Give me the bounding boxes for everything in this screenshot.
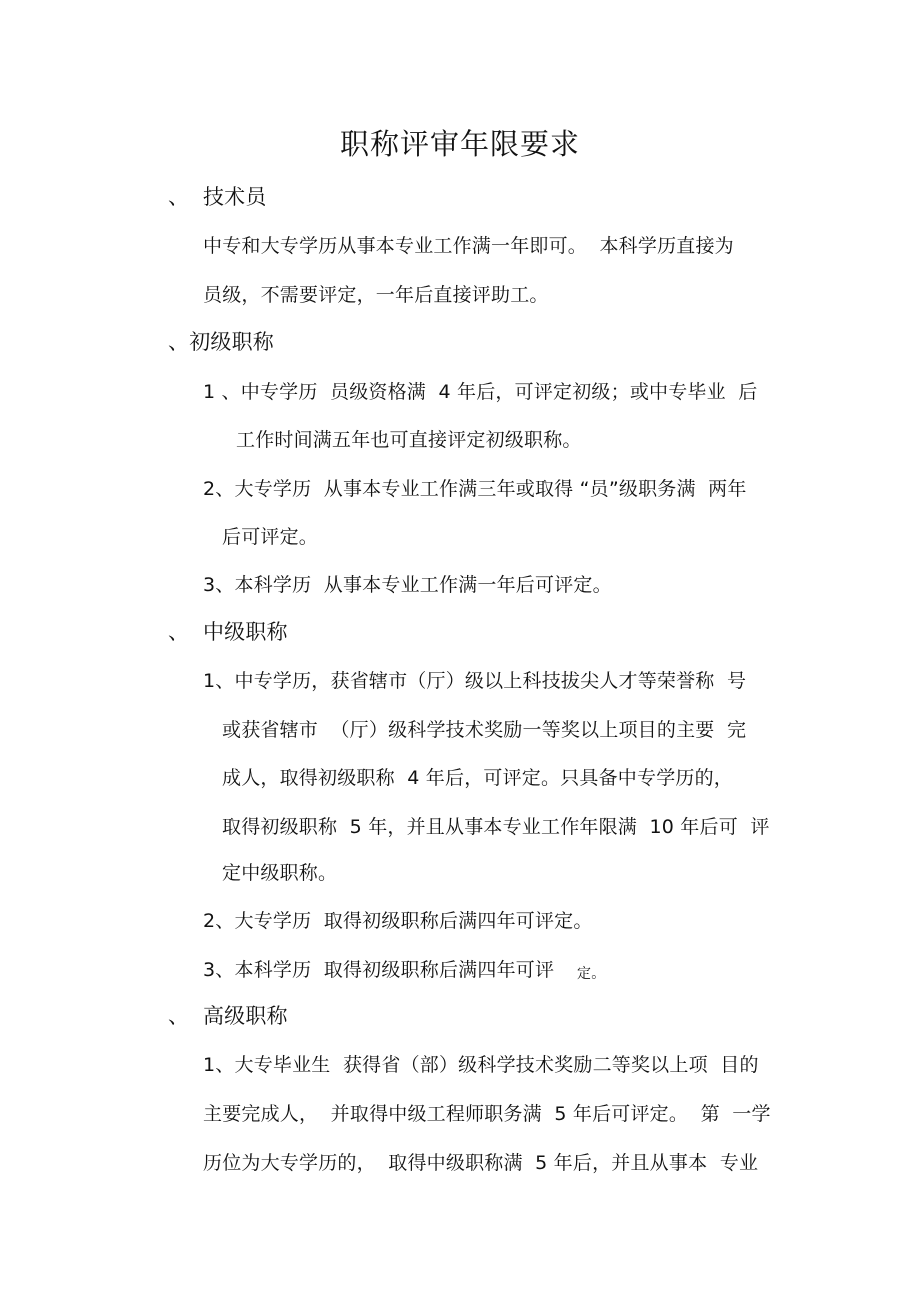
page-title: 职称评审年限要求 <box>339 127 580 161</box>
paragraph-line: 中专和大专学历从事本专业工作满一年即可。 本科学历直接为 <box>203 235 734 257</box>
paragraph-line: 2、大专学历 取得初级职称后满四年可评定。 <box>203 910 593 932</box>
section-heading-senior: 、 高级职称 <box>168 1004 288 1028</box>
paragraph-line: 1、大专毕业生 获得省（部）级科学技术奖励二等奖以上项 目的 <box>203 1054 759 1076</box>
section-heading-junior: 、初级职称 <box>168 330 274 354</box>
paragraph-line: 3、本科学历 从事本专业工作满一年后可评定。 <box>203 574 612 596</box>
paragraph-line: 成人，取得初级职称 4 年后，可评定。只具备中专学历的， <box>222 767 734 789</box>
paragraph-line-tail: 定。 <box>577 966 606 982</box>
paragraph-line: 主要完成人， 并取得中级工程师职务满 5 年后可评定。 第 一学 <box>203 1103 771 1125</box>
paragraph-line: 员级，不需要评定，一年后直接评助工。 <box>203 284 549 306</box>
paragraph-line: 后可评定。 <box>222 526 319 548</box>
paragraph-line: 取得初级职称 5 年，并且从事本专业工作年限满 10 年后可 评 <box>222 816 770 838</box>
paragraph-line: 历位为大专学历的， 取得中级职称满 5 年后，并且从事本 专业 <box>203 1152 759 1174</box>
paragraph-line: 或获省辖市 （厅）级科学技术奖励一等奖以上项目的主要 完 <box>222 719 747 741</box>
paragraph-line: 2、大专学历 从事本专业工作满三年或取得 “员”级职务满 两年 <box>203 478 747 500</box>
paragraph-line: 3、本科学历 取得初级职称后满四年可评 <box>203 959 555 981</box>
paragraph-line: 定中级职称。 <box>222 862 338 884</box>
section-heading-technician: 、 技术员 <box>168 185 267 209</box>
paragraph-line: 工作时间满五年也可直接评定初级职称。 <box>236 429 582 451</box>
paragraph-line: 1 、中专学历 员级资格满 4 年后，可评定初级；或中专毕业 后 <box>203 381 758 403</box>
paragraph-line: 1、中专学历，获省辖市（厅）级以上科技拔尖人才等荣誉称 号 <box>203 670 747 692</box>
section-heading-intermediate: 、 中级职称 <box>168 620 288 644</box>
